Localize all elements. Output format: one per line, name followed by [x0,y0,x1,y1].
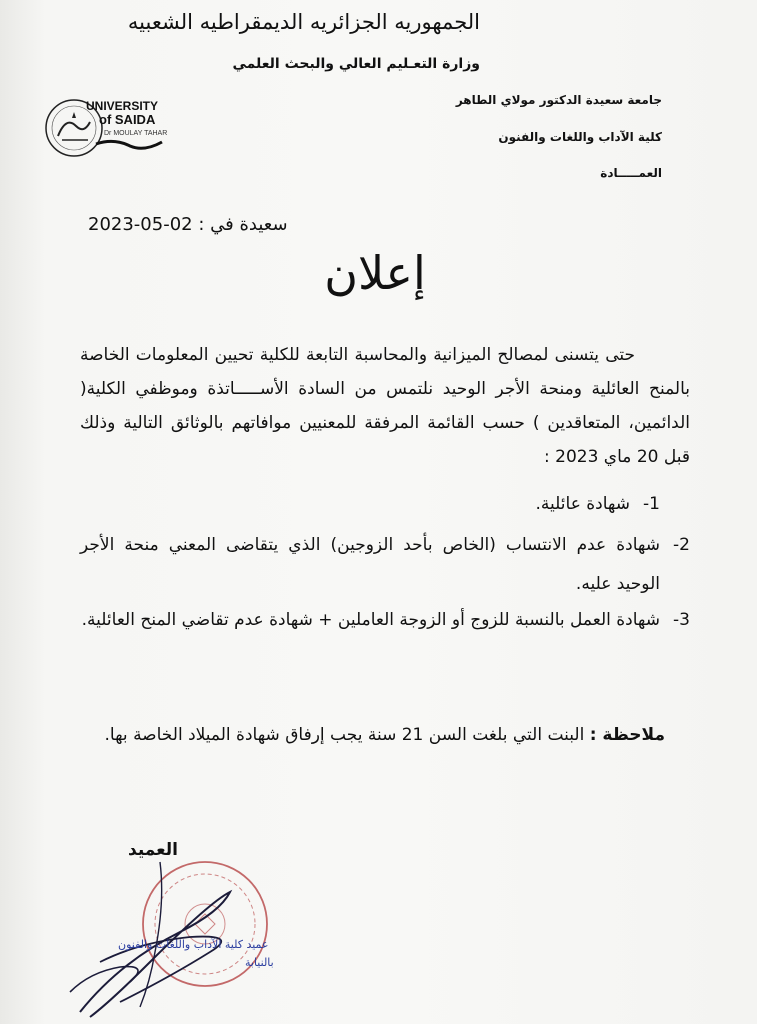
republic-header: الجمهوريه الجزائريه الديمقراطيه الشعبيه [127,10,480,34]
logo-saida-text: of SAIDA [99,112,156,127]
list-item [80,601,690,640]
note-paragraph [80,715,690,755]
date-value: 2023-05-02 [88,214,193,235]
list-item-number: 2- [673,535,690,555]
date-label: سعيدة في : [198,214,288,235]
body-paragraph: حتى يتسنى لمصالح الميزانية والمحاسبة التابعة للكلية تحيين المعلومات الخاصة بالمنح العائلية ومنحة الأجر الوحيد نلتمس من السادة الأســـــاتذة وموظفي الكلية( الدائمين، المتعاقدين ) حسب القائمة المرفقة للمعنيين موافاتهم بالوثائق التالية وذلك قبل 20 ماي 2023 : [80,345,690,467]
university-name: جامعة سعيدة الدكتور مولاي الطاهر [455,93,662,107]
note-text: البنت التي بلغت السن 21 سنة يجب إرفاق شهادة الميلاد الخاصة بها. [104,725,585,745]
logo-university-text: UNIVERSITY [86,99,159,113]
list-item-text: شهادة عائلية. [535,494,630,514]
list-item-text: شهادة العمل بالنسبة للزوج أو الزوجة العاملين + شهادة عدم تقاضي المنح العائلية. [81,610,660,630]
list-item-number: 3- [673,610,690,630]
list-item [50,485,690,524]
ministry-header: وزارة التعـليم العالي والبحث العلمي [232,56,480,72]
deanship-label: العمـــــادة [600,166,662,180]
list-item [80,526,690,604]
stamp-line-2: بالنيابة [245,956,274,969]
faculty-name: كلية الآداب واللغات والفنون [498,130,662,144]
list-item-text: شهادة عدم الانتساب (الخاص بأحد الزوجين) الذي يتقاضى المعني منحة الأجر الوحيد عليه. [80,535,660,594]
official-stamp-and-signature [60,842,320,1024]
document-title: إعلان [324,246,426,300]
university-logo [44,96,172,160]
dean-title: العميد [128,840,178,860]
logo-drname-text: Dr MOULAY TAHAR [104,130,168,137]
stamp-line-1: عميد كلية الآداب واللغات والفنون [118,938,269,951]
list-item-number: 1- [643,494,660,514]
note-label: ملاحظة : [589,725,665,745]
date-line [88,214,288,235]
